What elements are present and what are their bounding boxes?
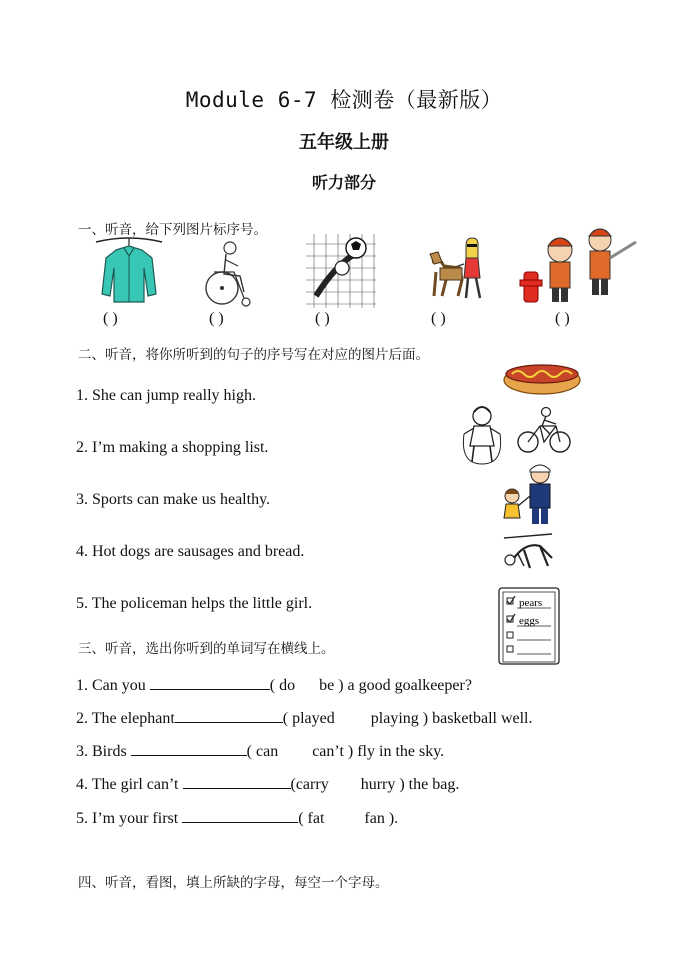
answer-blank-2[interactable]	[175, 706, 283, 723]
answer-blank-4[interactable]	[183, 772, 291, 789]
picture-paren-5: ( )	[555, 310, 570, 327]
sentence-3: 3. Sports can make us healthy.	[76, 491, 271, 508]
policeman-icon	[500, 462, 560, 526]
fill-item-4	[76, 772, 459, 794]
picture-paren-3: ( )	[315, 310, 330, 327]
section3-heading: 三、听音，选出你听到的单词写在横线上。	[78, 641, 335, 657]
high-jump-icon	[500, 528, 556, 576]
answer-blank-3[interactable]	[131, 739, 247, 756]
picture-paren-1: ( )	[103, 310, 118, 327]
fill-item-3	[76, 739, 444, 761]
fill-item-4-pre: 4. The girl can’t	[76, 776, 183, 793]
fill-item-3-option-a: ( can	[246, 743, 279, 760]
firefighters-icon	[520, 226, 638, 306]
fill-item-1-option-a: ( do	[269, 677, 296, 694]
page-title: Module 6-7 检测卷（最新版）	[185, 88, 503, 112]
section2-heading: 二、听音，将你所听到的句子的序号写在对应的图片后面。	[78, 347, 429, 363]
shopping-list-icon	[497, 586, 561, 664]
answer-blank-5[interactable]	[182, 806, 298, 823]
listening-part-heading: 听力部分	[311, 173, 376, 192]
section4-heading: 四、听音，看图，填上所缺的字母，每空一个字母。	[78, 875, 389, 891]
jump-rope-girl-icon	[456, 404, 508, 466]
guide-dog-icon	[426, 232, 498, 302]
sentence-1: 1. She can jump really high.	[76, 387, 256, 404]
list-item-eggs: eggs	[519, 615, 540, 627]
wheelchair-icon	[200, 238, 260, 308]
fill-item-5-option-a: ( fat	[298, 810, 325, 827]
picture-paren-4: ( )	[431, 310, 446, 327]
fill-item-1-pre: 1. Can you	[76, 677, 150, 694]
fill-item-5-option-b: fan ).	[364, 810, 399, 827]
fill-item-5	[76, 806, 398, 828]
fill-item-3-option-b: can’t ) fly in the sky.	[312, 743, 445, 760]
answer-blank-1[interactable]	[150, 673, 270, 690]
fill-item-2-pre: 2. The elephant	[76, 710, 175, 727]
fill-item-4-option-b: hurry ) the bag.	[360, 776, 460, 793]
fill-item-5-pre: 5. I’m your first	[76, 810, 183, 827]
shirt-icon	[94, 236, 164, 308]
sentence-4: 4. Hot dogs are sausages and bread.	[76, 543, 305, 560]
fill-item-2	[76, 706, 533, 728]
fill-item-1	[76, 673, 472, 695]
fill-item-1-option-b: be ) a good goalkeeper?	[319, 677, 472, 694]
grade-subtitle: 五年级上册	[299, 132, 389, 153]
fill-item-2-option-b: playing ) basketball well.	[370, 710, 533, 727]
hot-dog-icon	[502, 356, 582, 398]
goalkeeper-icon	[306, 234, 376, 308]
cyclist-icon	[516, 406, 572, 454]
sentence-2: 2. I’m making a shopping list.	[76, 439, 269, 456]
sentence-5: 5. The policeman helps the little girl.	[76, 595, 313, 612]
fill-item-3-pre: 3. Birds	[76, 743, 131, 760]
fill-item-2-option-a: ( played	[282, 710, 335, 727]
fill-item-4-option-a: (carry	[290, 776, 329, 793]
list-item-pears: pears	[519, 597, 543, 609]
picture-paren-2: ( )	[209, 310, 224, 327]
section1-heading: 一、听音，给下列图片标序号。	[78, 222, 267, 238]
